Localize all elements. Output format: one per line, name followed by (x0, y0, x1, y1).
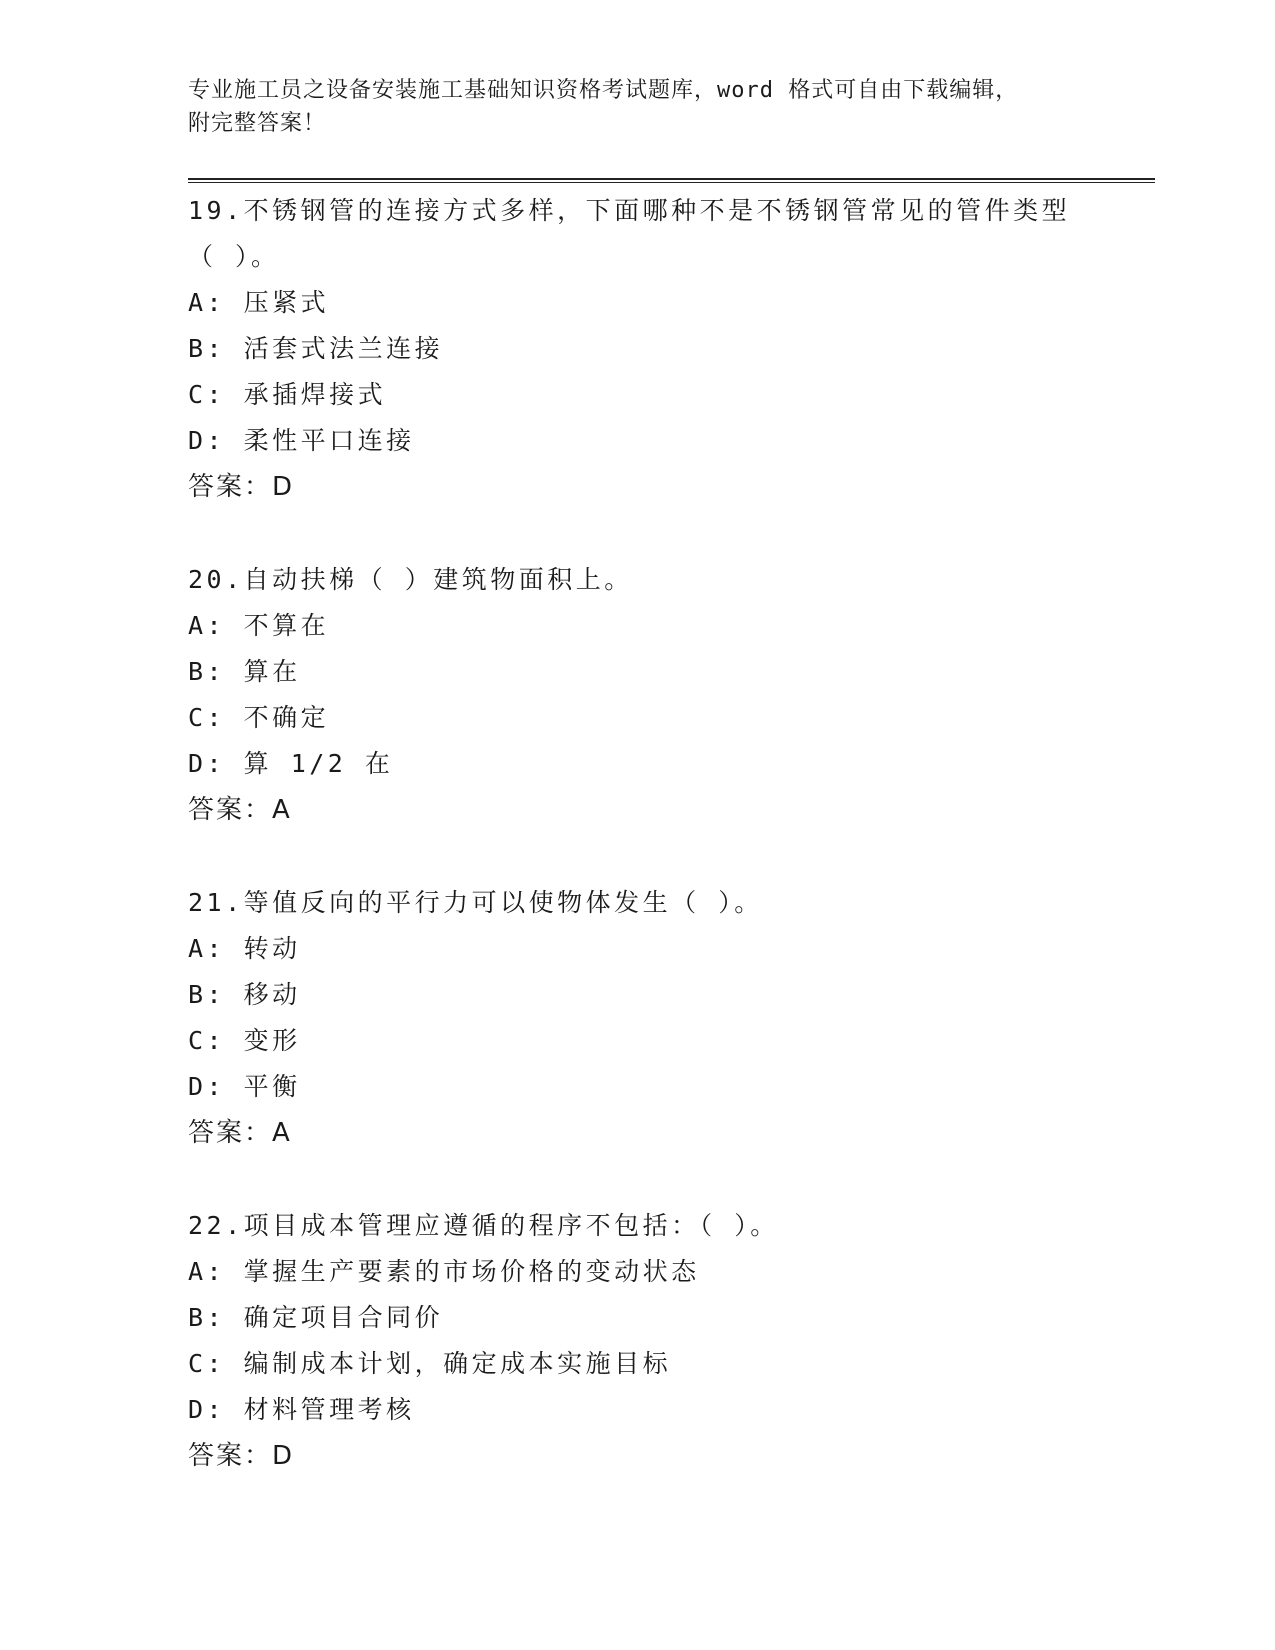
question-stem: 21.等值反向的平行力可以使物体发生（ ）。 (188, 888, 763, 917)
question-22 (188, 1203, 1088, 1479)
answer: 答案：D (188, 1441, 295, 1471)
question-stem: 20.自动扶梯（ ）建筑物面积上。 (188, 565, 633, 594)
option-a: A: 掌握生产要素的市场价格的变动状态 (188, 1257, 700, 1286)
option-a: A: 不算在 (188, 611, 330, 640)
question-stem: 19.不锈钢管的连接方式多样，下面哪种不是不锈钢管常见的管件类型 (188, 196, 1071, 225)
question-stem-continued: （ ）。 (188, 242, 280, 271)
question-list (188, 188, 1088, 1526)
question-stem: 22.项目成本管理应遵循的程序不包括：（ ）。 (188, 1211, 779, 1240)
option-b: B: 算在 (188, 657, 301, 686)
option-b: B: 移动 (188, 980, 301, 1009)
option-a: A: 转动 (188, 934, 301, 963)
answer: 答案：D (188, 472, 295, 502)
document-header (188, 74, 1088, 140)
header-divider (188, 178, 1155, 183)
option-d: D: 柔性平口连接 (188, 426, 415, 455)
option-d: D: 平衡 (188, 1072, 301, 1101)
option-c: C: 编制成本计划，确定成本实施目标 (188, 1349, 672, 1378)
header-line-2: 附完整答案！ (188, 111, 327, 136)
answer: 答案：A (188, 1118, 292, 1148)
header-line-1: 专业施工员之设备安装施工基础知识资格考试题库，word 格式可自由下载编辑， (188, 78, 1019, 103)
option-b: B: 确定项目合同价 (188, 1303, 444, 1332)
question-20 (188, 557, 1088, 833)
option-c: C: 不确定 (188, 703, 330, 732)
option-d: D: 算 1/2 在 (188, 749, 394, 778)
option-c: C: 变形 (188, 1026, 301, 1055)
option-c: C: 承插焊接式 (188, 380, 387, 409)
option-a: A: 压紧式 (188, 288, 330, 317)
question-19 (188, 188, 1088, 510)
option-b: B: 活套式法兰连接 (188, 334, 444, 363)
question-21 (188, 880, 1088, 1156)
answer: 答案：A (188, 795, 292, 825)
option-d: D: 材料管理考核 (188, 1395, 415, 1424)
